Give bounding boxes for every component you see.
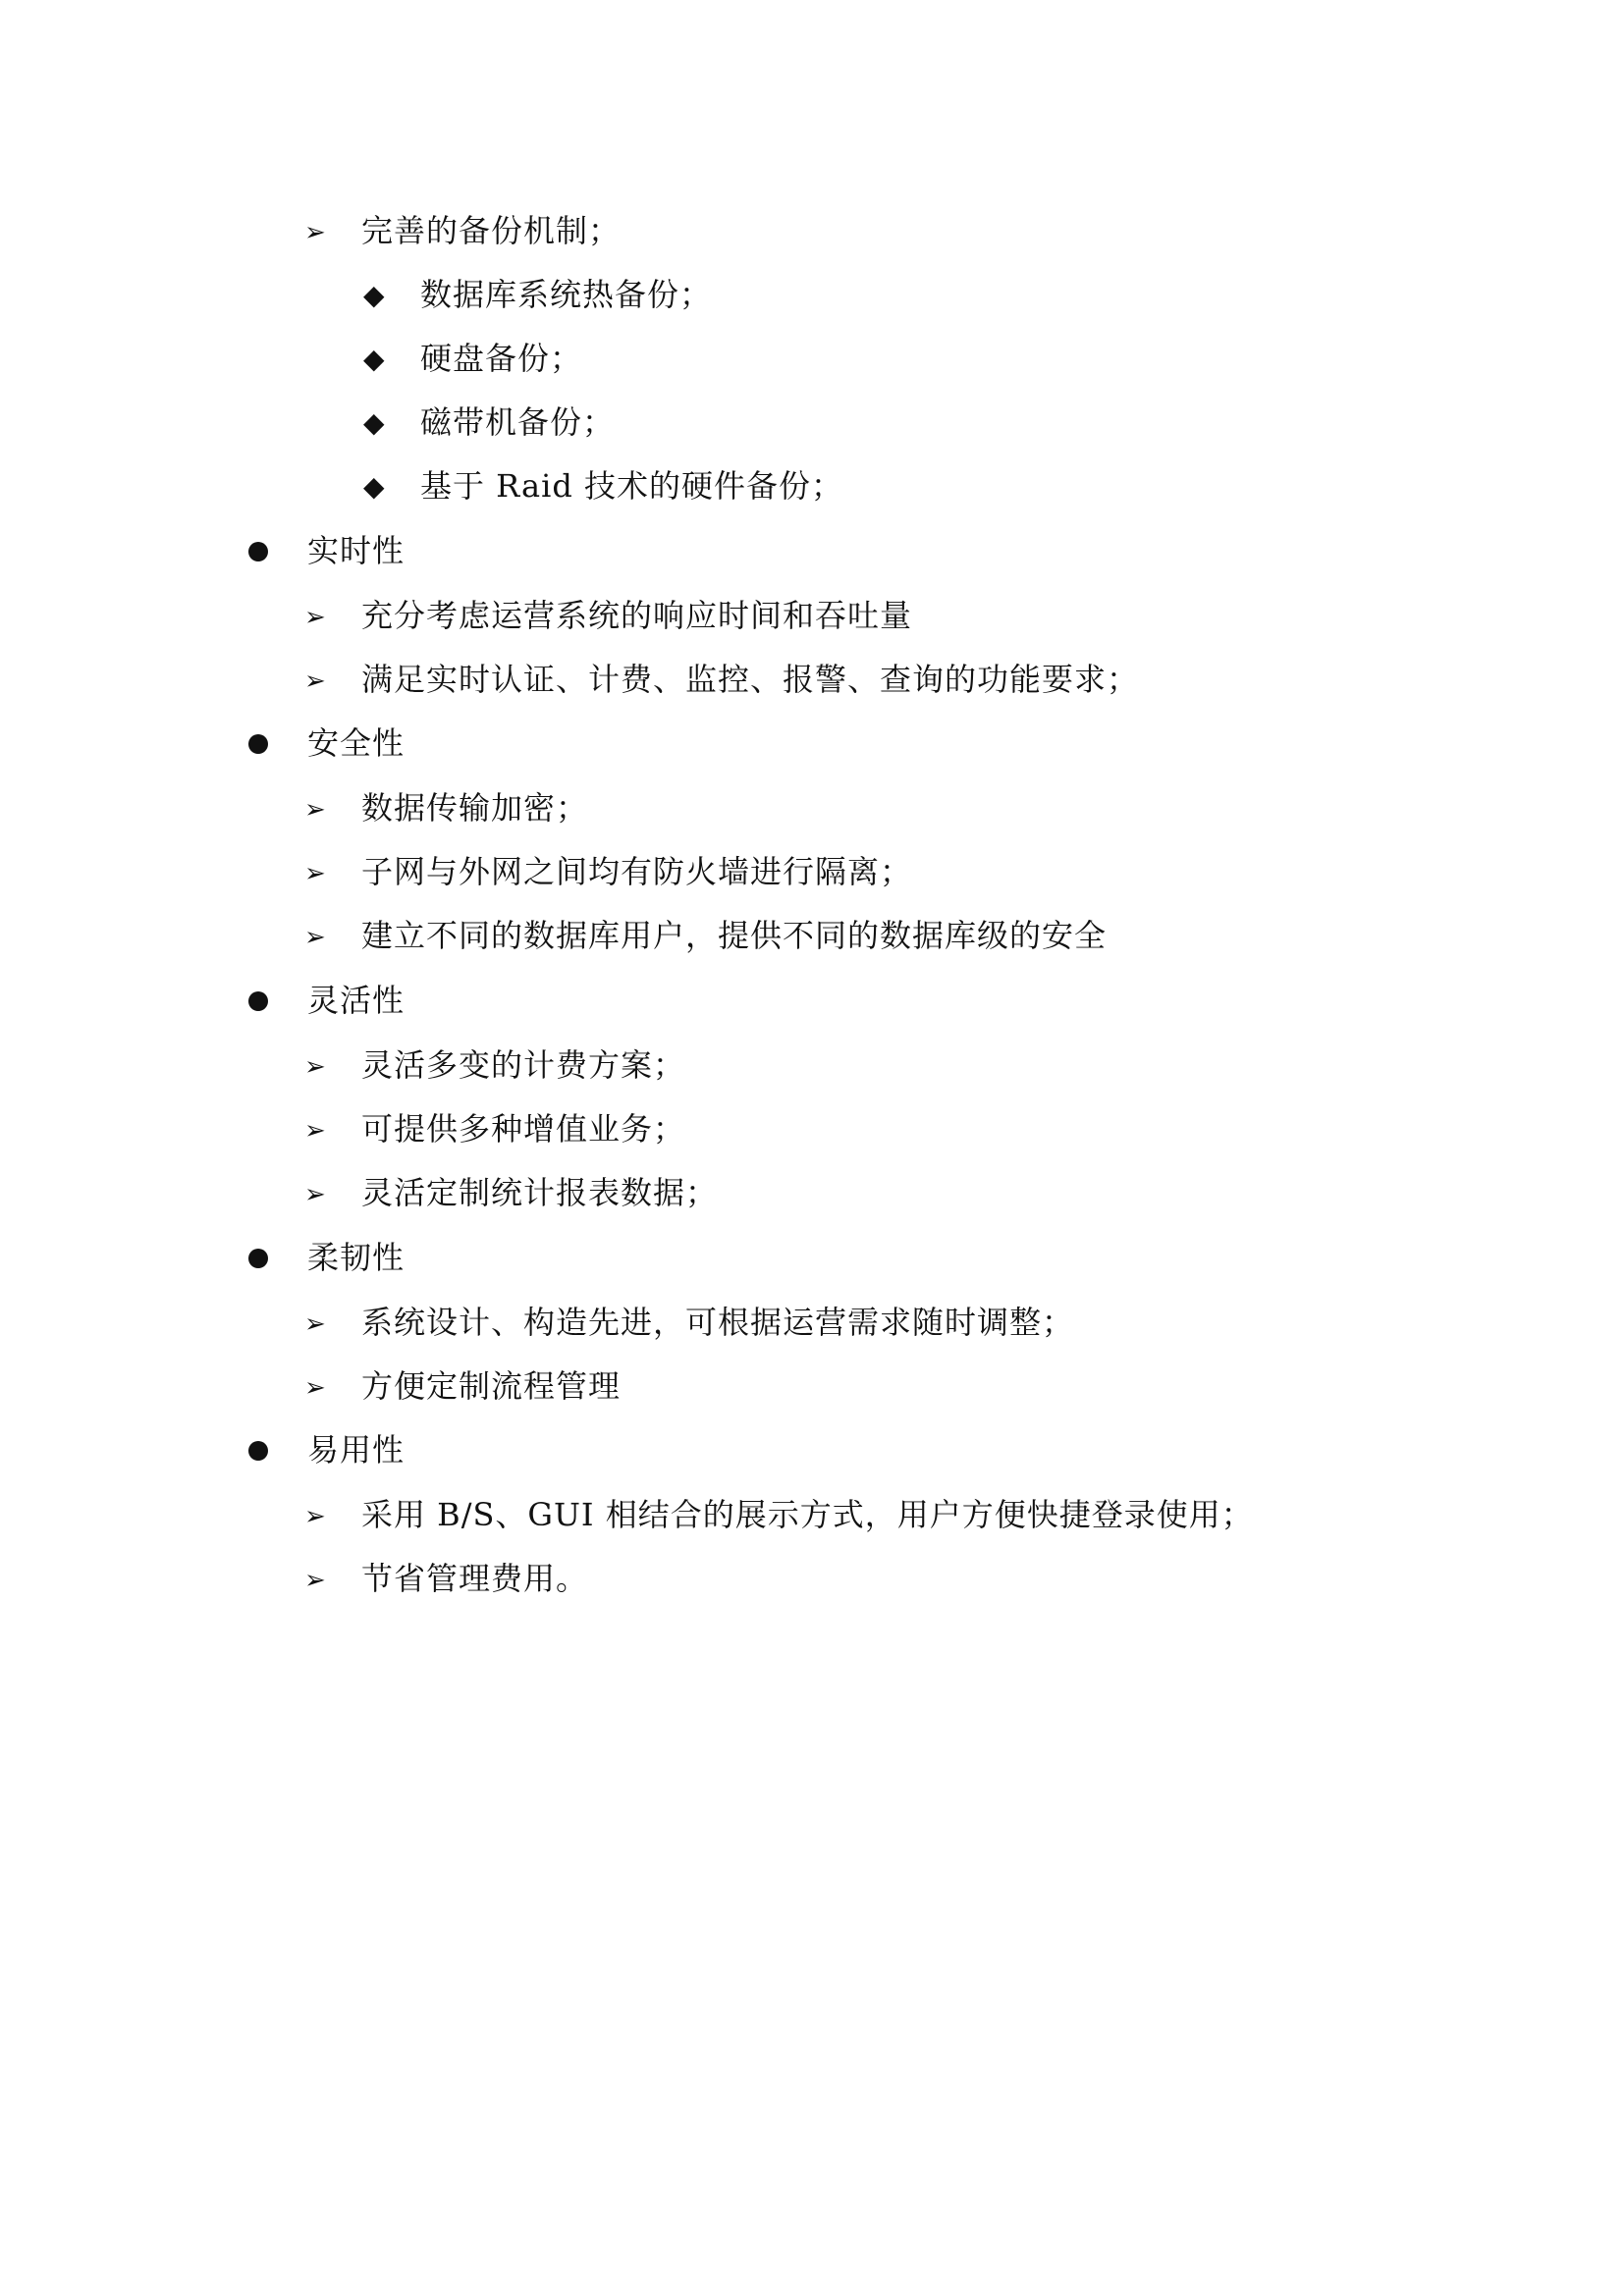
section-heading [248,518,405,583]
diamond-bullet-icon: ◆ [363,406,385,439]
list-item [304,1160,718,1225]
list-item [304,1482,1254,1547]
arrow-bullet-icon: ➢ [304,1372,326,1403]
dot-bullet-icon [248,518,307,583]
list-item [304,775,588,840]
arrow-bullet-icon: ➢ [304,858,326,888]
list-item [304,1354,621,1418]
list-item [363,262,712,327]
list-item-text: 完善的备份机制； [361,212,622,249]
dot-bullet-icon [248,1225,307,1290]
arrow-bullet-icon: ➢ [304,922,326,952]
section-heading-text: 易用性 [307,1431,406,1468]
arrow-bullet-icon: ➢ [304,1115,326,1146]
arrow-bullet-icon: ➢ [304,1565,326,1595]
diamond-bullet-icon: ◆ [363,343,385,375]
list-item [304,839,912,904]
list-item-text: 节省管理费用。 [361,1560,589,1597]
list-item-text: 数据库系统热备份； [420,276,713,313]
list-item [363,390,615,454]
arrow-bullet-icon: ➢ [304,1051,326,1082]
arrow-bullet-icon: ➢ [304,666,326,696]
list-item [363,454,843,518]
arrow-bullet-icon: ➢ [304,794,326,825]
list-item [304,903,1107,968]
list-item-text: 满足实时认证、计费、监控、报警、查询的功能要求； [361,661,1140,698]
dot-bullet-icon [248,1417,307,1482]
diamond-bullet-icon: ◆ [363,279,385,311]
diamond-bullet-icon: ◆ [363,470,385,503]
section-heading [248,1225,405,1290]
list-item-text: 子网与外网之间均有防火墙进行隔离； [361,853,913,890]
arrow-bullet-icon: ➢ [304,217,326,247]
section-heading-text: 柔韧性 [307,1239,406,1276]
arrow-bullet-icon: ➢ [304,1179,326,1209]
list-item-text: 数据传输加密； [361,789,589,827]
list-item [304,647,1139,712]
arrow-bullet-icon: ➢ [304,602,326,632]
list-item-text: 灵活多变的计费方案； [361,1046,686,1084]
list-item-text: 可提供多种增值业务； [361,1110,686,1148]
list-item-text: 灵活定制统计报表数据； [361,1174,719,1211]
list-item [304,583,912,648]
list-item-text: 充分考虑运营系统的响应时间和吞吐量 [361,597,913,634]
section-heading [248,1417,405,1482]
section-heading [248,711,405,775]
section-heading-text: 灵活性 [307,982,406,1019]
list-item-text: 磁带机备份； [420,403,616,441]
list-item [304,1546,588,1611]
dot-bullet-icon [248,711,307,775]
list-item-text: 建立不同的数据库用户，提供不同的数据库级的安全 [361,917,1108,954]
list-item [304,1033,685,1097]
arrow-bullet-icon: ➢ [304,1308,326,1339]
list-item-text: 基于 Raid 技术的硬件备份； [420,467,843,505]
arrow-bullet-icon: ➢ [304,1501,326,1531]
list-item [304,198,621,263]
section-heading-text: 安全性 [307,724,406,762]
list-item-text: 硬盘备份； [420,340,583,377]
section-heading-text: 实时性 [307,532,406,569]
list-item-text: 系统设计、构造先进，可根据运营需求随时调整； [361,1304,1075,1341]
section-heading [248,968,405,1033]
list-item [304,1290,1074,1355]
list-item-text: 采用 B/S、GUI 相结合的展示方式，用户方便快捷登录使用； [361,1496,1254,1533]
list-item [304,1096,685,1161]
list-item-text: 方便定制流程管理 [361,1367,622,1405]
list-item [363,326,582,391]
dot-bullet-icon [248,968,307,1033]
